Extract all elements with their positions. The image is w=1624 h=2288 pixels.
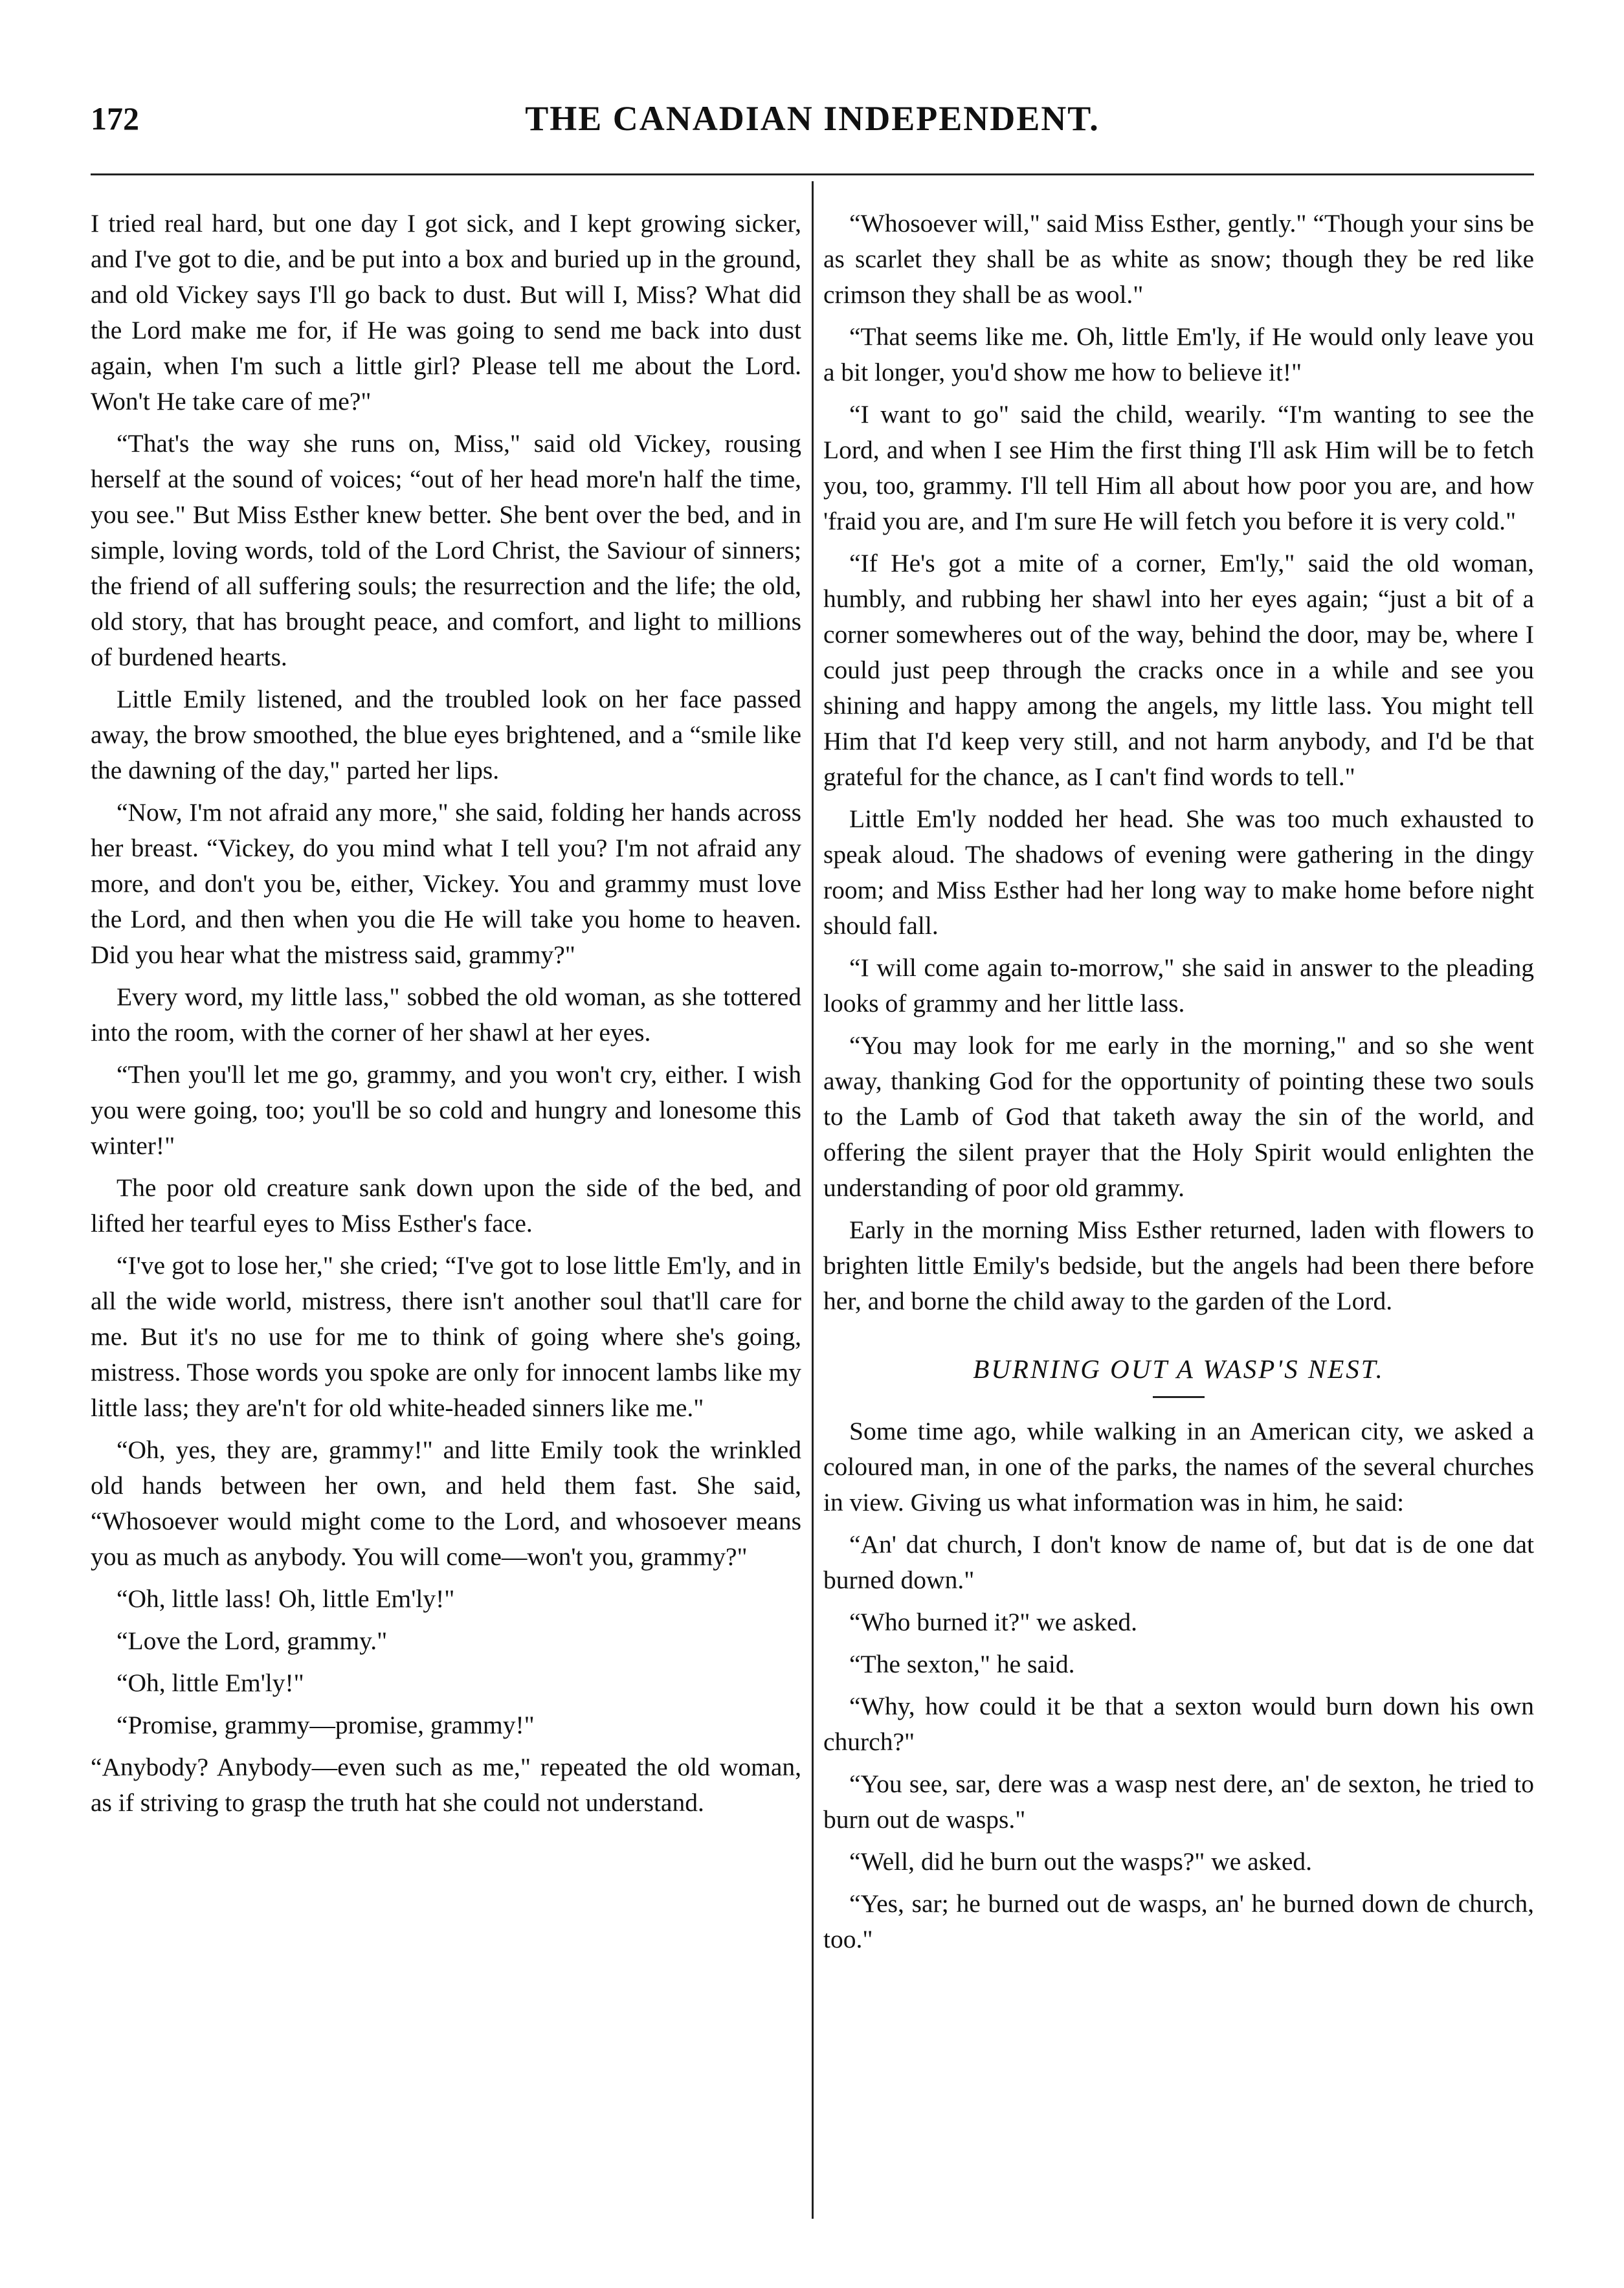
paragraph: Early in the morning Miss Esther returned, laden with flowers to brighten little Emily's bedside, but the angels had been there before her, and borne the child away to the garden of the Lord. [823,1216,1534,1315]
paragraph: Some time ago, while walking in an American city, we asked a coloured man, in one of the parks, the names of the several churches in view. Giving us what information was in him, he said: [823,1417,1534,1516]
title-rule [1153,1396,1205,1398]
paragraph: “Well, did he burn out the wasps?" we asked. [849,1847,1312,1876]
paragraph: “I want to go" said the child, wearily. “I'm wanting to see the Lord, and when I see Him the first thing I'll ask Him will be to fetch you, too, grammy. I'll tell Him all about how poor you are, and how 'fraid you are, and I'm sure He will fetch you before it is very cold." [823,400,1534,535]
paragraph: “Oh, yes, they are, grammy!" and litte Emily took the wrinkled old hands between her own, and held them fast. She said, “Whosoever would might come to the Lord, and whosoever means you as much as anybody. You will come—won't you, grammy?" [91,1436,801,1571]
paragraph: “I will come again to-morrow," she said in answer to the pleading looks of grammy and her little lass. [823,953,1534,1017]
paragraph: “That's the way she runs on, Miss," said old Vickey, rousing herself at the sound of voices; “out of her head more'n half the time, you see." But Miss Esther knew better. She bent over the bed, and in simple, loving words, told of the Lord Christ, the Saviour of sinners; the friend of all suffering souls; the resurrection and the life; the old, old story, that has brought peace, and comfort, and light to millions of burdened hearts. [91,429,801,671]
header-rule [91,173,1534,175]
paragraph: Little Em'ly nodded her head. She was too much exhausted to speak aloud. The shadows of evening were gathering in the dingy room; and Miss Esther had her long way to make home before night should fall. [823,805,1534,940]
paragraph: “Oh, little lass! Oh, little Em'ly!" [117,1584,455,1613]
paragraph: Little Emily listened, and the troubled look on her face passed away, the brow smoothed, the blue eyes brightened, and a “smile like the dawning of the day," parted her lips. [91,685,801,784]
paragraph: “That seems like me. Oh, little Em'ly, if He would only leave you a bit longer, you'd show me how to believe it!" [823,322,1534,386]
right-column [823,206,1534,1964]
paragraph: “Love the Lord, grammy." [117,1627,388,1655]
paragraph: “The sexton," he said. [849,1650,1075,1678]
paragraph: “Promise, grammy—promise, grammy!" [117,1711,535,1739]
paragraph: The poor old creature sank down upon the side of the bed, and lifted her tearful eyes to Miss Esther's face. [91,1173,801,1238]
paragraph: I tried real hard, but one day I got sick, and I kept growing sicker, and I've got to die, and be put into a box and buried up in the ground, and old Vickey says I'll go back to dust. But will I, Miss? What did the Lord make me for, if He was going to send me back into dust again, when I'm such a little girl? Please tell me about the Lord. Won't He take care of me?" [91,209,801,416]
page-number: 172 [91,100,139,137]
paragraph: “You see, sar, dere was a wasp nest dere, an' de sexton, he tried to burn out de wasps." [823,1770,1534,1834]
section-title: BURNING OUT A WASP'S NEST. [973,1354,1385,1384]
column-divider [812,181,814,2219]
paragraph: “If He's got a mite of a corner, Em'ly," said the old woman, humbly, and rubbing her shawl into her eyes again; “just a bit of a corner somewheres out of the way, behind the door, may be, where I could just peep through the cracks once in a while and see you shining and happy among the angels, my little lass. You might tell Him that I'd keep very still, and not harm anybody, and I'd be that grateful for the chance, as I can't find words to tell." [823,549,1534,791]
paragraph: “I've got to lose her," she cried; “I've got to lose little Em'ly, and in all the wide world, mistress, there isn't another soul that'll care for me. But it's no use for me to think of going where she's going, mistress. Those words you spoke are only for innocent lambs like my little lass; they are'n't for old white-headed sinners like me." [91,1251,801,1422]
journal-title: THE CANADIAN INDEPENDENT. [525,99,1100,138]
paragraph: “Now, I'm not afraid any more," she said, folding her hands across her breast. “Vickey, do you mind what I tell you? I'm not afraid any more, and don't you be, either, Vickey. You and grammy must love the Lord, and then when you die He will take you home to heaven. Did you hear what the mistress said, grammy?" [91,798,801,969]
page-header [91,96,1534,141]
paragraph: “Oh, little Em'ly!" [117,1669,304,1697]
paragraph: “Whosoever will," said Miss Esther, gently." “Though your sins be as scarlet they shall be as white as snow; though they be red like crimson they shall be as wool." [823,209,1534,309]
paragraph: “Anybody? Anybody—even such as me," repeated the old woman, as if striving to grasp the truth hat she could not understand. [91,1753,801,1817]
paragraph: “Then you'll let me go, grammy, and you won't cry, either. I wish you were going, too; you'll be so cold and hungry and lonesome this winter!" [91,1060,801,1160]
left-column [91,206,801,1827]
paragraph: “You may look for me early in the morning," and so she went away, thanking God for the opportunity of pointing these two souls to the Lamb of God that taketh away the sin of the world, and offering the silent prayer that the Holy Spirit would enlighten the understanding of poor old grammy. [823,1031,1534,1202]
paragraph: “An' dat church, I don't know de name of, but dat is de one dat burned down." [823,1530,1534,1594]
paragraph: Every word, my little lass," sobbed the old woman, as she tottered into the room, with the corner of her shawl at her eyes. [91,983,801,1047]
paragraph: “Yes, sar; he burned out de wasps, an' he burned down de church, too." [823,1889,1534,1953]
paragraph: “Who burned it?" we asked. [849,1608,1137,1636]
paragraph: “Why, how could it be that a sexton would burn down his own church?" [823,1692,1534,1756]
